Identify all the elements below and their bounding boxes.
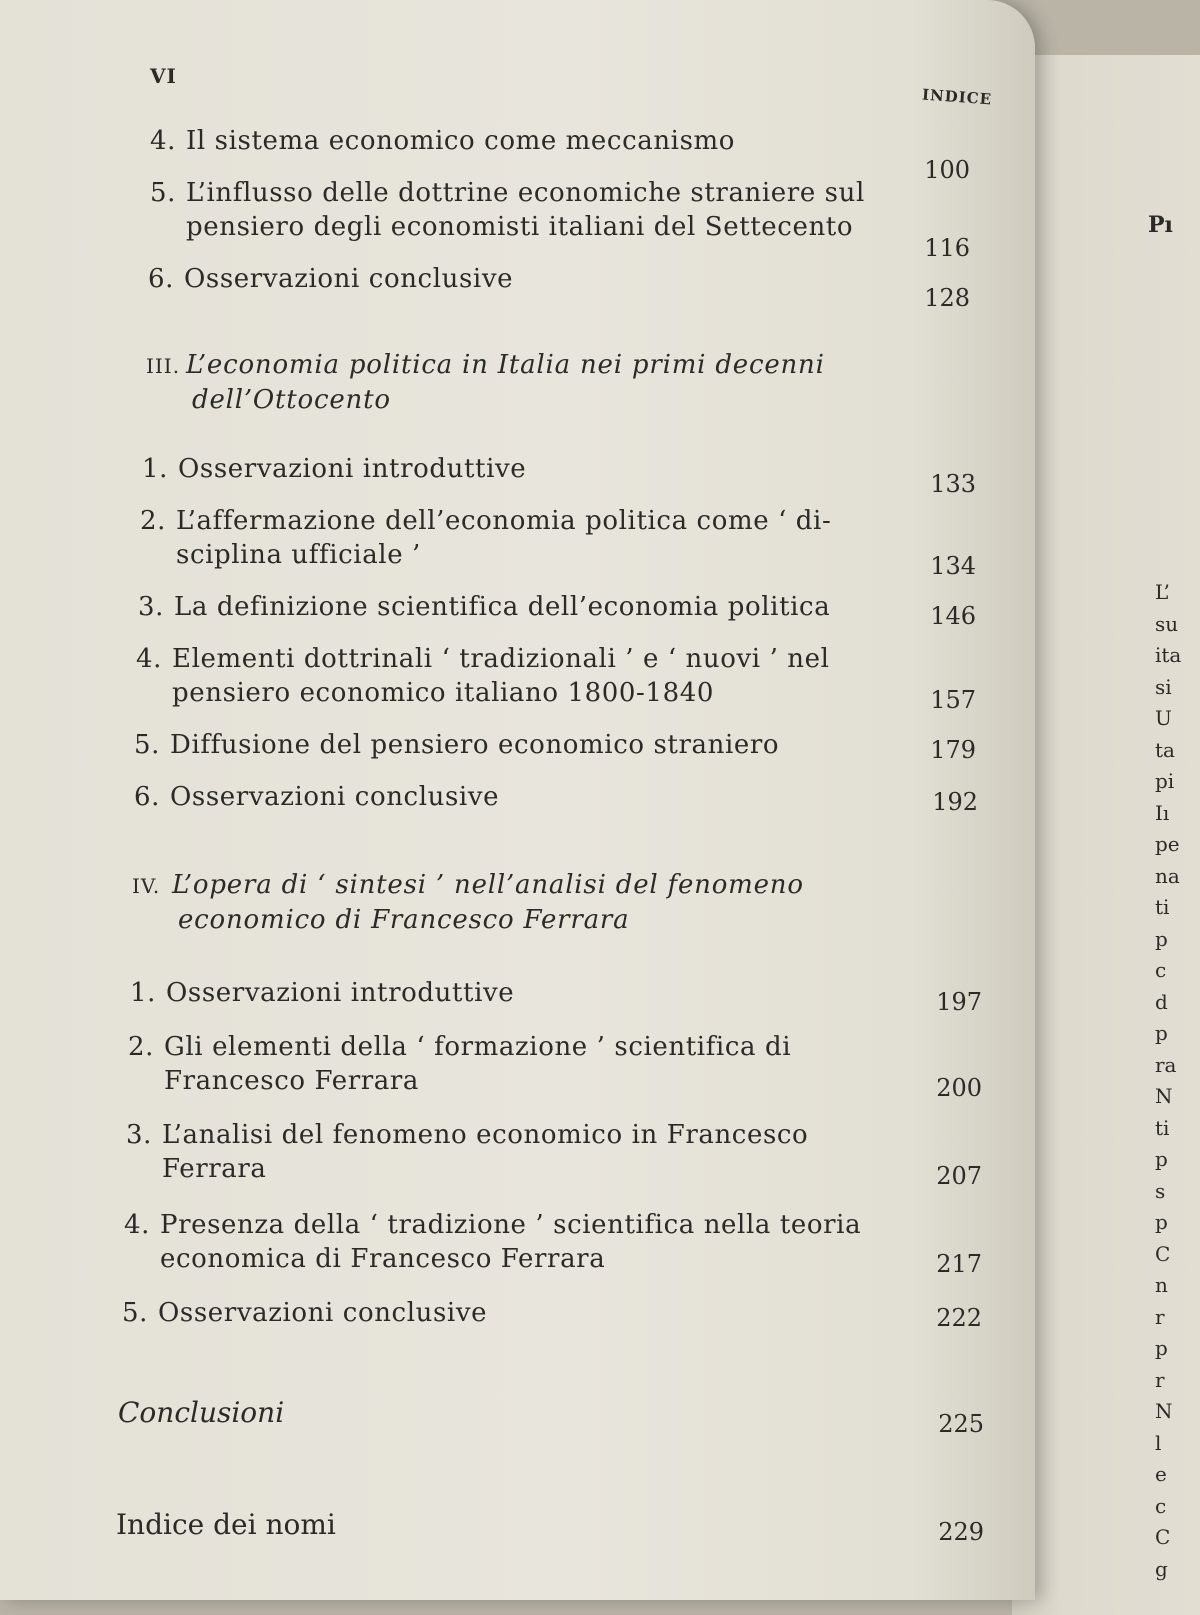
facing-page-line-start: p	[1155, 1210, 1168, 1234]
toc-page-number: 225	[938, 1410, 984, 1438]
facing-page-line-start: g	[1155, 1556, 1168, 1581]
facing-page-line-start: e	[1155, 1462, 1167, 1486]
facing-page-line-start: na	[1155, 863, 1180, 888]
toc-page-number: 229	[938, 1518, 984, 1546]
facing-page-line-start: n	[1155, 1273, 1168, 1297]
facing-page-line-start: ita	[1155, 643, 1182, 667]
page-folio: VI	[150, 64, 177, 88]
facing-page-line-start: p	[1155, 1336, 1168, 1360]
toc-page-number: 222	[936, 1304, 982, 1332]
toc-page-number: 128	[924, 284, 970, 312]
toc-entry: 4. Il sistema economico come meccanismo	[150, 126, 736, 156]
facing-page-line-start: N	[1155, 1084, 1173, 1108]
toc-entry: 5. Diffusione del pensiero economico straniero	[134, 730, 780, 760]
facing-page-title-fragment: Pı	[1148, 212, 1173, 238]
toc-page-number: 217	[936, 1250, 982, 1278]
facing-page-line-start: p	[1155, 926, 1168, 951]
toc-entry: 1. Osservazioni introduttive	[142, 454, 527, 484]
facing-page-line-start: c	[1155, 958, 1167, 982]
facing-page-line-start: ti	[1155, 1115, 1170, 1140]
toc-page-number: 133	[930, 470, 976, 498]
facing-page-line-start: d	[1155, 989, 1168, 1014]
toc-entry: 2. Gli elementi della ‘ formazione ’ scientifica di Francesco Ferrara	[128, 1032, 792, 1096]
facing-page-line-start: p	[1155, 1021, 1168, 1045]
toc-entry: 4. Elementi dottrinali ‘ tradizionali ’ e ‘ nuovi ’ nel pensiero economico italiano 1800-1840	[136, 644, 830, 708]
toc-entry: 6. Osservazioni conclusive	[134, 782, 500, 812]
toc-page-number: 116	[924, 234, 970, 262]
toc-entry: 5. L’influsso delle dottrine economiche straniere sul pensiero degli economisti italiani del Settecento	[150, 178, 865, 242]
facing-page-line-start: si	[1155, 674, 1172, 699]
facing-page-line-start: N	[1155, 1399, 1173, 1423]
toc-entry: 5. Osservazioni conclusive	[122, 1298, 488, 1328]
toc-page-number: 192	[932, 788, 978, 816]
chapter-heading-iii: III. L’economia politica in Italia nei primi decenni dell’Ottocento	[146, 350, 825, 415]
facing-page-line-start: r	[1155, 1304, 1165, 1329]
facing-page-line-start: C	[1155, 1241, 1171, 1266]
toc-page-number: 134	[930, 552, 976, 580]
facing-page-line-start: L’	[1155, 580, 1170, 604]
toc-page-number: 146	[930, 602, 976, 630]
facing-page-line-start: su	[1155, 611, 1179, 636]
facing-page-line-start: ta	[1155, 737, 1175, 762]
toc-entry: 6. Osservazioni conclusive	[148, 264, 514, 294]
facing-page-line-start: U	[1155, 706, 1172, 730]
facing-page-line-start: l	[1155, 1430, 1162, 1455]
facing-page-line-start: ti	[1155, 895, 1170, 919]
toc-page-number: 157	[930, 686, 976, 714]
toc-entry-conclusioni: Conclusioni	[118, 1396, 285, 1429]
toc-entry: 3. La definizione scientifica dell’economia politica	[138, 592, 831, 622]
facing-page	[1012, 55, 1200, 1615]
facing-page-line-start: ra	[1155, 1052, 1177, 1077]
toc-page-number: 100	[924, 156, 970, 184]
toc-entry: 1. Osservazioni introduttive	[130, 978, 515, 1008]
facing-page-line-start: Iı	[1155, 800, 1170, 825]
toc-page-number: 197	[936, 988, 982, 1016]
facing-page-line-start: pi	[1155, 769, 1175, 793]
toc-page-number: 207	[936, 1162, 982, 1190]
toc-page-number: 179	[930, 736, 976, 764]
running-head: INDICE	[921, 85, 993, 109]
facing-page-line-start: r	[1155, 1367, 1165, 1392]
facing-page-line-start: c	[1155, 1493, 1167, 1518]
toc-entry: 2. L’affermazione dell’economia politica come ‘ di- sciplina ufficiale ’	[140, 506, 832, 570]
toc-entry: 4. Presenza della ‘ tradizione ’ scientifica nella teoria economica di Francesco Ferrara	[124, 1210, 862, 1274]
facing-page-line-start: s	[1155, 1178, 1166, 1203]
toc-entry: 3. L’analisi del fenomeno economico in Francesco Ferrara	[126, 1120, 809, 1184]
facing-page-line-start: p	[1155, 1147, 1168, 1171]
chapter-heading-iv: IV. L’opera di ‘ sintesi ’ nell’analisi del fenomeno economico di Francesco Ferrara	[132, 870, 804, 935]
toc-entry-indice-nomi: Indice dei nomi	[116, 1508, 336, 1541]
toc-page-number: 200	[936, 1074, 982, 1102]
facing-page-line-start: pe	[1155, 832, 1180, 856]
facing-page-line-start: C	[1155, 1525, 1171, 1549]
